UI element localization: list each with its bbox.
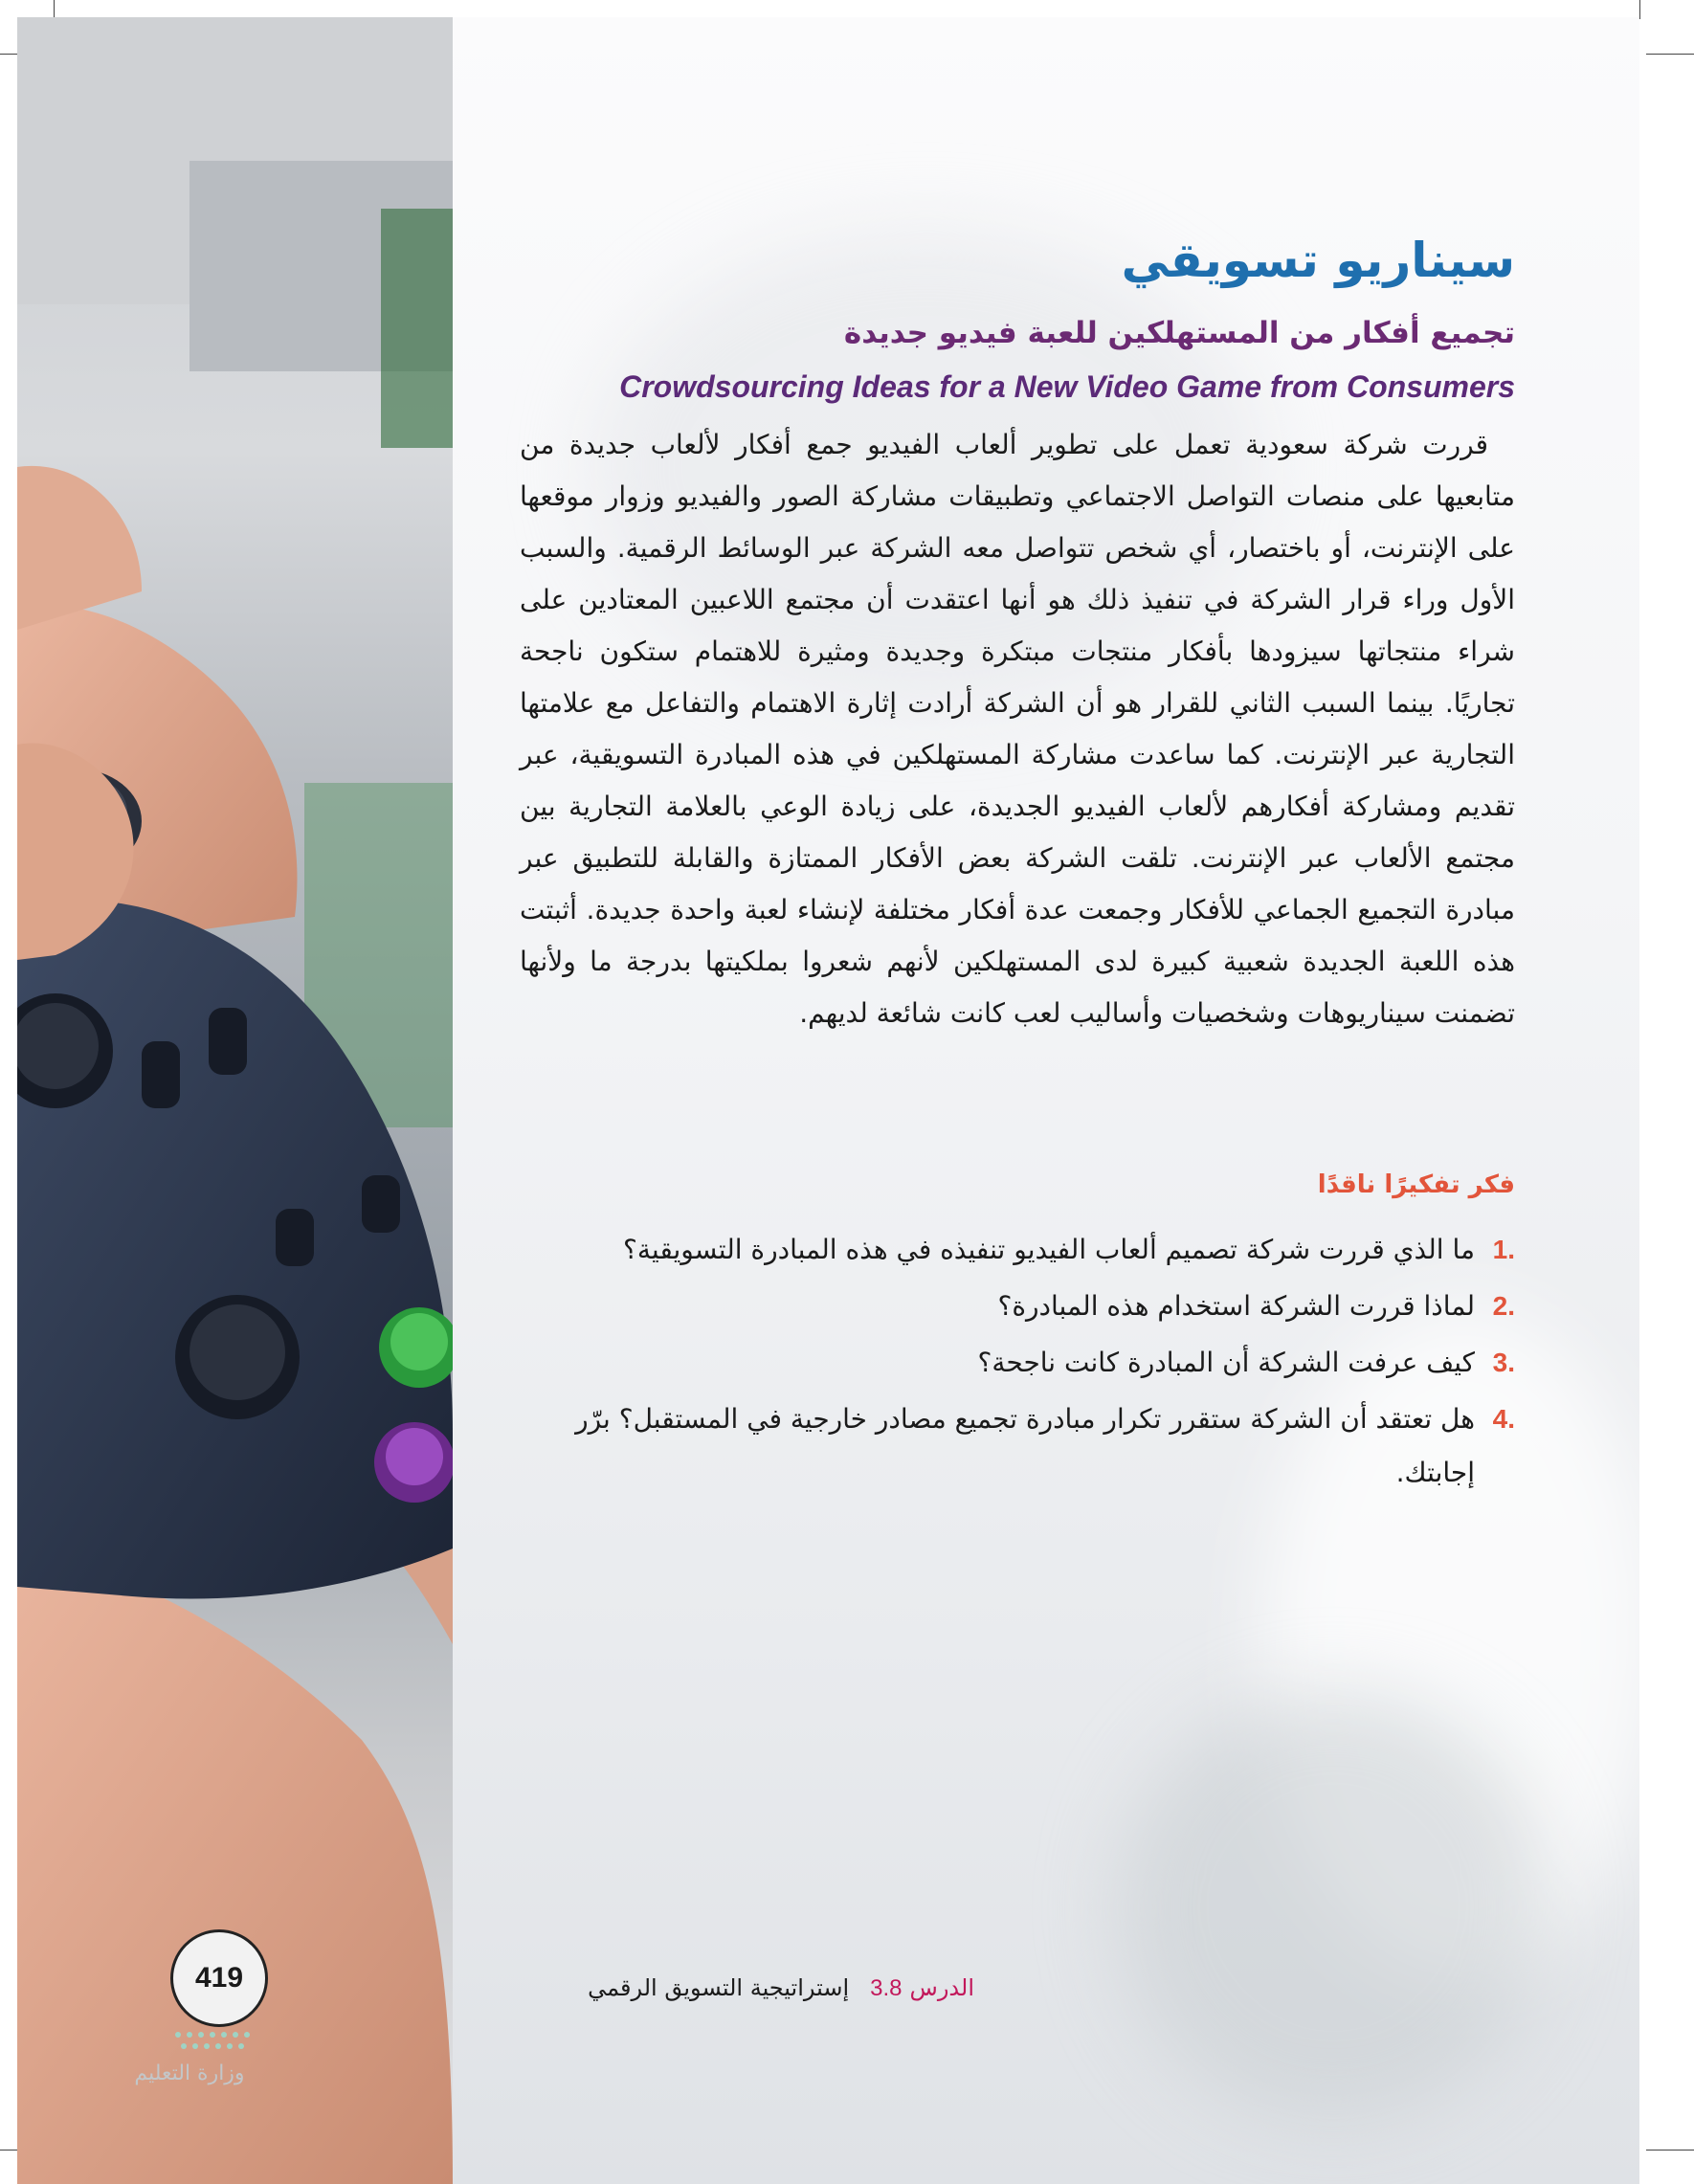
lesson-number: 3.8 — [870, 1975, 903, 2001]
page-footer — [588, 1974, 974, 2002]
question-number: 3. — [1492, 1348, 1515, 1377]
question-number: 4. — [1492, 1404, 1515, 1434]
subtitle-arabic: تجميع أفكار من المستهلكين للعبة فيديو جديدة — [843, 316, 1515, 350]
scenario-paragraph: قررت شركة سعودية تعمل على تطوير ألعاب الفيديو جمع أفكار لألعاب جديدة من متابعيها على منصات التواصل الاجتماعي وتطبيقات مشاركة الصور والفيديو وزوار موقعها على الإنترنت، أو باختصار، أي شخص تتواصل معه الشركة عبر الوسائط الرقمية. والسبب الأول وراء قرار الشركة في تنفيذ ذلك هو أنها اعتقدت أن مجتمع اللاعبين المعتادين على شراء منتجاتها سيزودها بأفكار منتجات مبتكرة وجديدة ومثيرة للاهتمام ستكون ناجحة تجاريًا. بينما السبب الثاني للقرار هو أن الشركة أرادت إثارة الاهتمام والتفاعل مع علامتها التجارية عبر الإنترنت. كما ساعدت مشاركة المستهلكين في هذه المبادرة التسويقية، عبر تقديم ومشاركة أفكارهم لألعاب الفيديو الجديدة، على زيادة الوعي بالعلامة التجارية بين مجتمع الألعاب عبر الإنترنت. تلقت الشركة بعض الأفكار الممتازة والقابلة للتطبيق عبر مبادرة التجميع الجماعي للأفكار وجمعت عدة أفكار مختلفة لإنشاء لعبة واحدة جديدة. أثبتت هذه اللعبة الجديدة شعبية كبيرة لدى المستهلكين لأنهم شعروا بملكيتها بدرجة ما ولأنها تضمنت سيناريوهات وشخصيات وأساليب لعب كانت شائعة لديهم. — [520, 429, 1515, 1029]
section-title: سيناريو تسويقي — [1121, 233, 1515, 288]
controller-illustration — [17, 17, 453, 2184]
ministry-logo-dots-icon — [170, 2027, 266, 2056]
ministry-logo: وزارة التعليم — [134, 2061, 245, 2085]
game-controller-photo — [17, 17, 453, 2184]
question-text: هل تعتقد أن الشركة ستقرر تكرار مبادرة تجميع مصادر خارجية في المستقبل؟ برّر إجابتك. — [575, 1403, 1475, 1488]
lesson-title: إستراتيجية التسويق الرقمي — [588, 1974, 850, 2001]
question-item — [520, 1280, 1515, 1333]
lesson-label: الدرس — [909, 1974, 974, 2001]
question-text: لماذا قررت الشركة استخدام هذه المبادرة؟ — [997, 1290, 1475, 1322]
page-number: 419 — [170, 1929, 268, 2027]
crop-mark — [0, 2150, 19, 2151]
question-item — [520, 1336, 1515, 1390]
crop-mark — [54, 0, 55, 19]
crop-mark — [1639, 0, 1640, 19]
question-item — [520, 1393, 1515, 1500]
question-number: 1. — [1492, 1235, 1515, 1264]
crop-mark — [1646, 2150, 1694, 2151]
question-number: 2. — [1492, 1291, 1515, 1321]
crop-mark — [1646, 54, 1694, 55]
crop-mark — [0, 54, 19, 55]
subtitle-english: Crowdsourcing Ideas for a New Video Game from Consumers — [619, 369, 1515, 404]
question-item — [520, 1223, 1515, 1277]
question-list — [520, 1223, 1515, 1503]
question-text: كيف عرفت الشركة أن المبادرة كانت ناجحة؟ — [977, 1347, 1475, 1378]
critical-thinking-heading: فكر تفكيرًا ناقدًا — [1317, 1170, 1515, 1199]
textbook-page — [17, 17, 1639, 2184]
background-blur — [1118, 1692, 1549, 2123]
question-text: ما الذي قررت شركة تصميم ألعاب الفيديو تنفيذه في هذه المبادرة التسويقية؟ — [623, 1234, 1475, 1265]
